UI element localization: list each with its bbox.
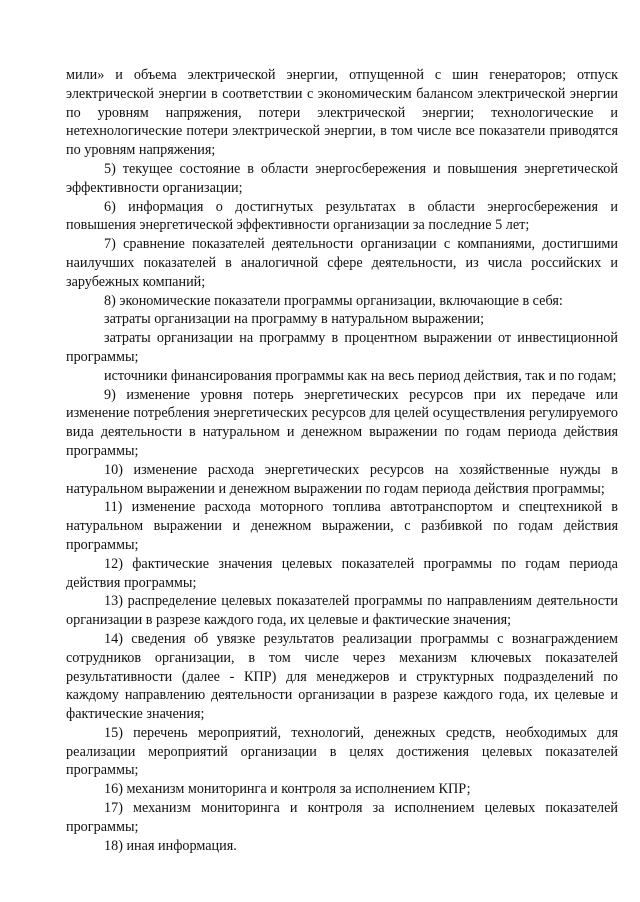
paragraph-item-5: 5) текущее состояние в области энергосбережения и повышения энергетической эффективности организации; — [66, 160, 618, 196]
paragraph-item-8-sub-1: затраты организации на программу в натуральном выражении; — [104, 311, 485, 328]
paragraph-item-7: 7) сравнение показателей деятельности организации с компаниями, достигшими наилучших показателей в аналогичной сфере деятельности, из числа российских и зарубежных компаний; — [66, 236, 618, 290]
paragraph-item-6: 6) информация о достигнутых результатах в области энергосбережения и повышения энергетической эффективности организации за последние 5 лет; — [66, 198, 618, 234]
paragraph-continuation: мили» и объема электрической энергии, отпущенной с шин генераторов; отпуск электрической энергии в соответствии с экономическим балансом электрической энергии по уровням напряжения, потери электрической энергии; технологические и нетехнологические потери электрической энергии, в том числе все показатели приводятся по уровням напряжения; — [66, 67, 618, 159]
paragraph-item-9: 9) изменение уровня потерь энергетических ресурсов при их передаче или изменение потребления энергетических ресурсов для целей осуществления регулируемого вида деятельности в натуральном и денежном выражении по годам периода действия программы; — [66, 386, 618, 459]
document-body — [66, 66, 618, 855]
paragraph-item-10: 10) изменение расхода энергетических ресурсов на хозяйственные нужды в натуральном выражении и денежном выражении по годам периода действия программы; — [66, 461, 618, 497]
paragraph-item-17: 17) механизм мониторинга и контроля за исполнением целевых показателей программы; — [66, 800, 618, 835]
paragraph-item-8: 8) экономические показатели программы организации, включающие в себя: — [104, 292, 563, 309]
paragraph-item-16: 16) механизм мониторинга и контроля за исполнением КПР; — [104, 781, 471, 798]
paragraph-item-13: 13) распределение целевых показателей программы по направлениям деятельности организации в разрезе каждого года, их целевые и фактические значения; — [66, 593, 618, 629]
paragraph-item-14: 14) сведения об увязке результатов реализации программы с вознаграждением сотрудников организации, в том числе через механизм ключевых показателей результативности (далее - КПР) для менеджеров и структурных подразделений по каждому направлению деятельности организации в разрезе каждого года, их целевые и фактические значения; — [66, 630, 618, 723]
paragraph-item-11: 11) изменение расхода моторного топлива автотранспортом и спецтехникой в натуральном выражении и денежном выражении, с разбивкой по годам действия программы; — [66, 499, 618, 553]
paragraph-item-18: 18) иная информация. — [104, 837, 237, 854]
paragraph-item-15: 15) перечень мероприятий, технологий, денежных средств, необходимых для реализации мероприятий организации в целях достижения целевых показателей программы; — [66, 724, 618, 779]
paragraph-item-8-sub-2: затраты организации на программу в процентном выражении от инвестиционной программы; — [66, 330, 618, 365]
paragraph-item-8-sub-3: источники финансирования программы как на весь период действия, так и по годам; — [104, 367, 617, 384]
paragraph-item-12: 12) фактические значения целевых показателей программы по годам периода действия программы; — [66, 555, 618, 591]
